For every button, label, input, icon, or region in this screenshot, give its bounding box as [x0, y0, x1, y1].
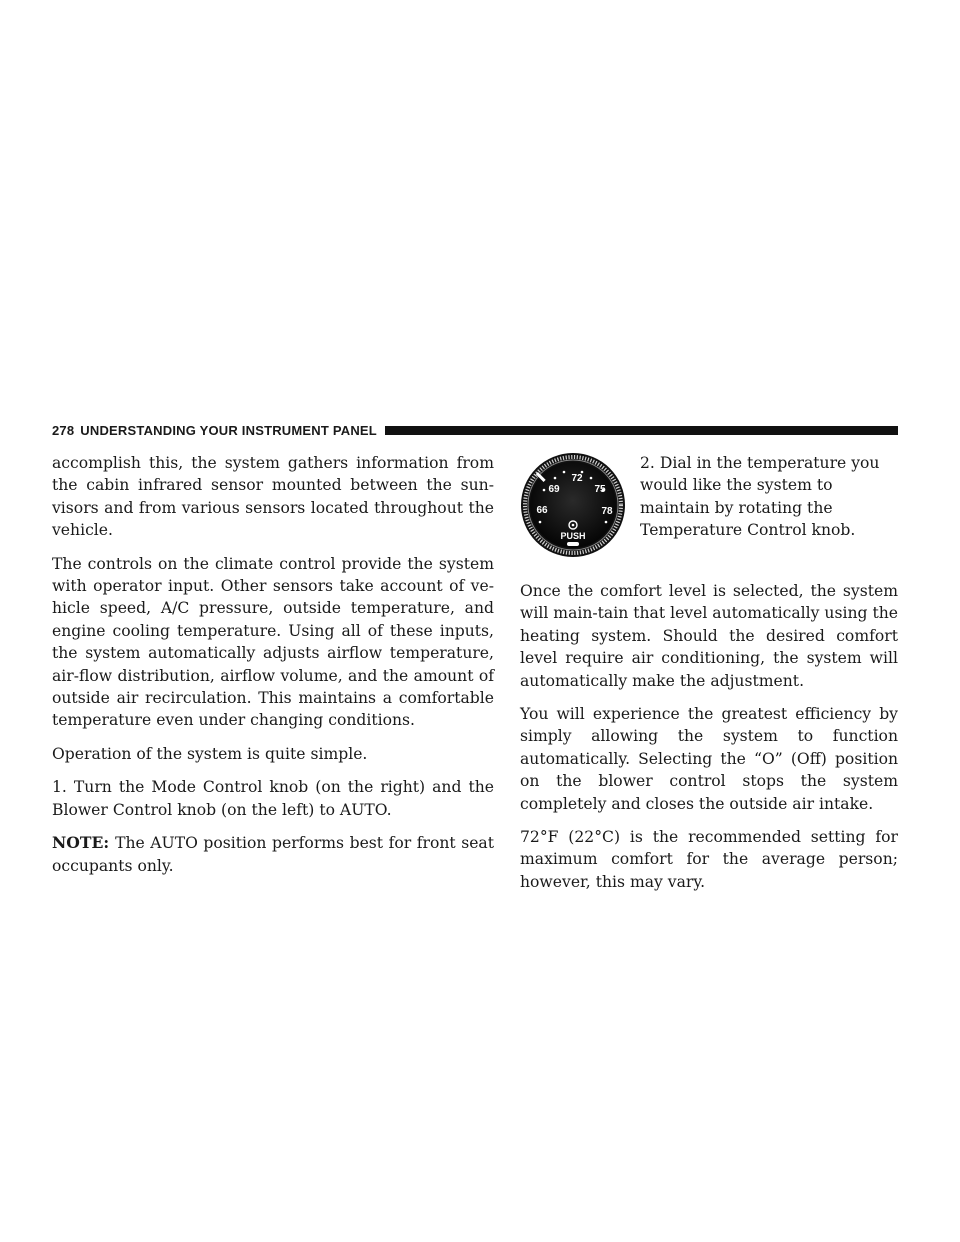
temperature-control-knob-illustration [520, 452, 626, 558]
left-column [52, 452, 494, 888]
knob-label-78: 78 [601, 506, 613, 517]
paragraph: Once the comfort level is selected, the system will main-tain that level automatically using the heating system. Should the desired comfort level require air conditioning, the system will automatically make the adjustment. [520, 582, 898, 690]
header-rule [385, 426, 898, 435]
paragraph: accomplish this, the system gathers information from the cabin infrared sensor mounted between the sun-visors and from various sensors located throughout the vehicle. [52, 454, 494, 540]
note-text: The AUTO position performs best for front seat occupants only. [52, 834, 494, 875]
right-column [520, 580, 898, 904]
paragraph: You will experience the greatest efficiency by simply allowing the system to function automatically. Selecting the “O” (Off) position on the blower control stops the system completely and closes the outside air intake. [520, 705, 898, 813]
paragraph: 1. Turn the Mode Control knob (on the right) and the Blower Control knob (on the left) to AUTO. [52, 778, 494, 819]
note [52, 832, 494, 877]
knob-push-label: PUSH [560, 531, 586, 541]
knob-label-72: 72 [571, 473, 583, 484]
note-label: NOTE: [52, 833, 110, 853]
paragraph: 72°F (22°C) is the recommended setting for maximum comfort for the average person; however, this may vary. [520, 828, 898, 891]
knob-label-75: 75 [594, 484, 606, 495]
page-number: 278 [52, 422, 75, 438]
knob-label-69: 69 [548, 484, 560, 495]
section-title: UNDERSTANDING YOUR INSTRUMENT PANEL [80, 422, 377, 438]
page-header [52, 420, 898, 440]
knob-label-66: 66 [536, 505, 548, 516]
step-2-text: 2. Dial in the temperature you would like the system to maintain by rotating the Temperature Control knob. [640, 454, 880, 540]
paragraph: Operation of the system is quite simple. [52, 744, 368, 763]
knob-indicator-bar [567, 542, 579, 546]
paragraph: The controls on the climate control provide the system with operator input. Other sensors take account of ve-hicle speed, A/C pressure, outside temperature, and engine cooling temperature. Using all of these inputs, the system automatically adjusts airflow temperature, air-flow distribution, airflow volume, and the amount of outside air recirculation. This maintains a comfortable temperature even under changing conditions. [52, 554, 494, 730]
